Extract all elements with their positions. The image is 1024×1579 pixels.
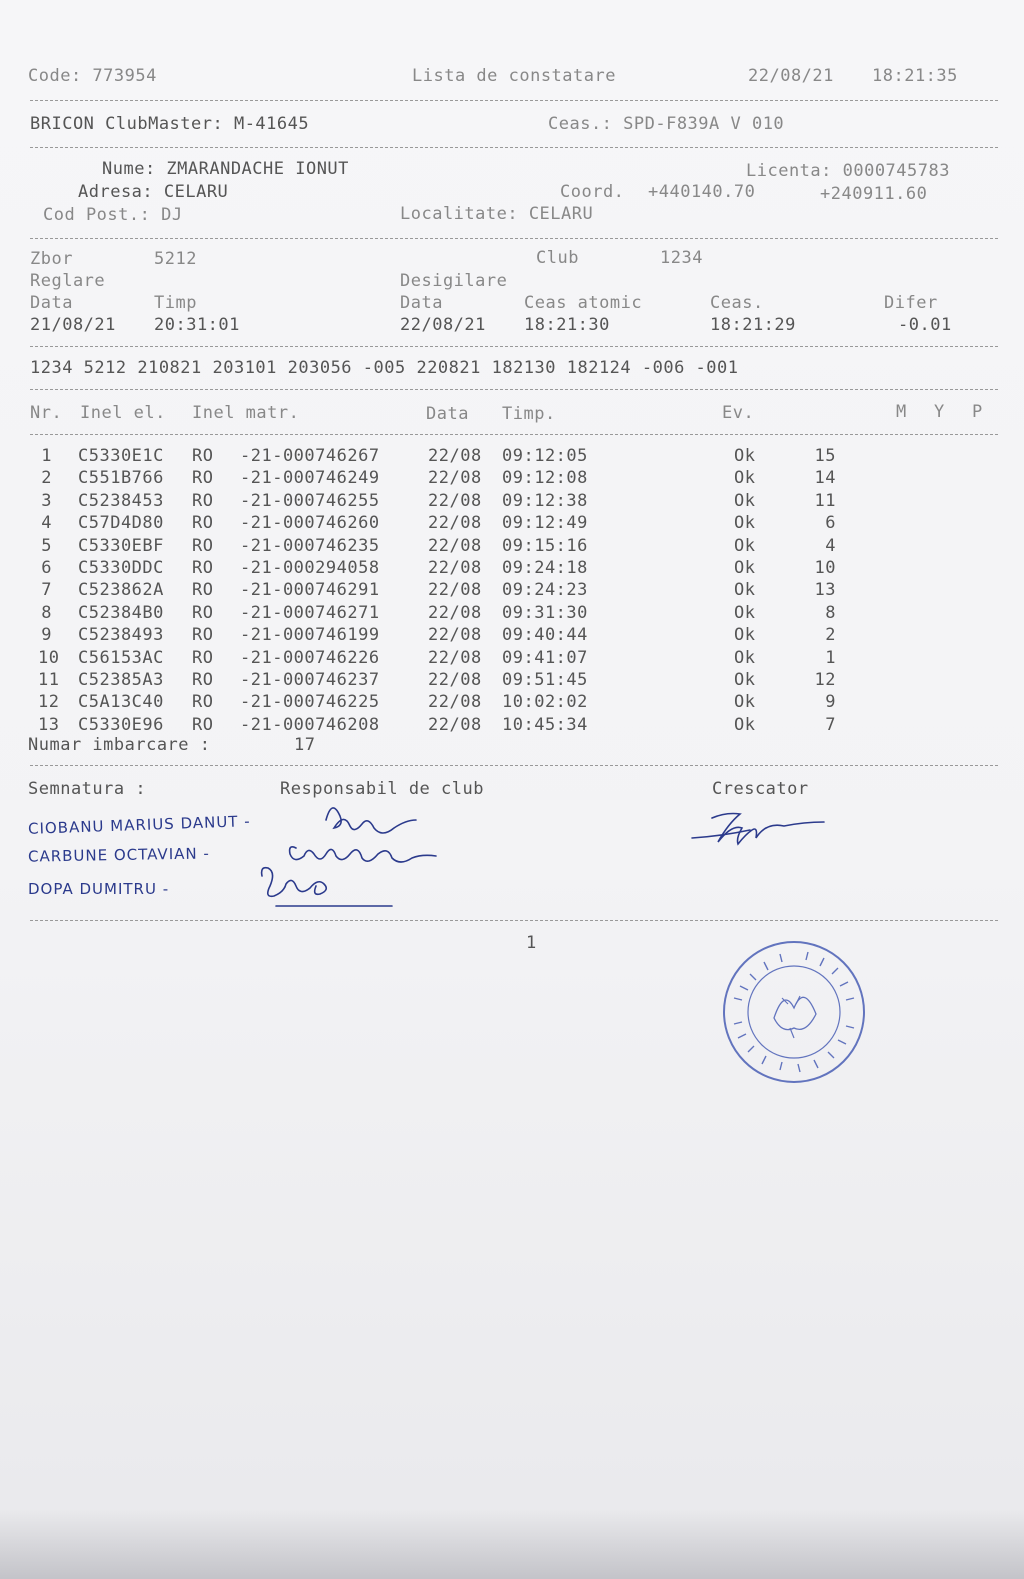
handwritten-name: CIOBANU MARIUS DANUT - [27,812,251,838]
cell-el: C551B766 [78,468,164,489]
cell-el: C523862A [78,580,164,601]
cell-matr: -21-000746226 [240,647,380,668]
cell-pos: 6 [825,513,836,534]
cell-date: 22/08 [428,625,482,646]
cell-pos: 4 [825,535,836,556]
cell-matr: -21-000746271 [240,602,380,623]
cell-date: 22/08 [428,602,482,623]
cell-matr: -21-000746267 [240,446,380,466]
cell-date: 22/08 [428,692,482,713]
table-row [0,603,1024,625]
cell-ev: Ok [734,490,756,511]
cell-ev: Ok [734,647,756,668]
cell-time: 09:24:18 [502,558,588,578]
cell-ev: Ok [734,446,756,466]
owner-address: Adresa: CELARU [78,182,229,202]
cell-pos: 2 [825,625,836,646]
table-row [0,446,1024,468]
cell-pos: 14 [814,468,836,489]
cell-pos: 11 [814,490,836,511]
cell-nr: 12 [38,692,60,713]
cell-pos: 12 [814,670,836,690]
col-nr: Nr. [30,403,63,423]
cell-ev: Ok [734,580,756,601]
cell-date: 22/08 [428,535,482,556]
cell-pos: 1 [825,647,836,668]
cell-country: RO [192,670,214,690]
cell-nr: 4 [41,513,52,534]
col-y: Y [934,402,945,422]
cell-el: C52385A3 [78,670,164,690]
cell-country: RO [192,580,214,601]
divider [30,920,998,921]
table-row [0,648,1024,670]
cell-pos: 15 [814,446,836,466]
cell-date: 22/08 [428,513,482,534]
cell-time: 09:12:38 [502,490,588,511]
print-date: 22/08/21 [748,66,834,86]
paper-shadow [0,1509,1024,1579]
license: Licenta: 0000745783 [746,161,950,181]
cell-pos: 7 [825,714,836,735]
club-value: 1234 [660,248,703,268]
cell-country: RO [192,535,214,556]
clock-id: Ceas.: SPD-F839A V 010 [548,114,785,134]
cell-time: 09:24:23 [502,580,588,601]
cell-nr: 1 [41,446,52,466]
divider [30,346,998,347]
cell-time: 09:12:49 [502,513,588,534]
cell-el: C5A13C40 [78,692,164,713]
cell-el: C56153AC [78,647,164,668]
table-row [0,558,1024,580]
cell-nr: 11 [38,670,60,690]
cell-nr: 10 [38,647,60,668]
handwritten-name: CARBUNE OCTAVIAN - [27,844,210,866]
cell-el: C57D4D80 [78,513,164,534]
clock-time: 18:21:29 [710,315,796,335]
handwritten-signatures [0,790,1024,930]
cell-time: 09:31:30 [502,602,588,623]
cell-date: 22/08 [428,670,482,690]
cell-ev: Ok [734,535,756,556]
reglare-time: 20:31:01 [154,315,240,335]
zbor-value: 5212 [154,249,197,269]
cell-el: C5330EBF [78,535,164,556]
divider [30,238,998,239]
cell-el: C5238453 [78,490,164,511]
cell-nr: 13 [38,714,60,735]
coord-label: Coord. [560,182,625,202]
cell-pos: 8 [825,602,836,623]
cell-nr: 7 [41,580,52,601]
col-data: Data [426,404,469,424]
divider [30,389,998,390]
cell-date: 22/08 [428,490,482,511]
cell-country: RO [192,446,214,466]
divider [30,147,998,148]
difer-label: Difer [884,293,938,313]
document-title: Lista de constatare [412,66,616,86]
cell-country: RO [192,692,214,713]
data-label: Data [30,293,73,313]
desigilare-date: 22/08/21 [400,315,486,335]
coord-lon: +240911.60 [820,184,928,204]
cell-el: C52384B0 [78,602,164,623]
page-number: 1 [526,933,537,953]
cell-matr: -21-000746249 [240,468,380,489]
cell-time: 09:15:16 [502,535,588,556]
desigilare-label: Desigilare [400,271,508,291]
cell-ev: Ok [734,625,756,646]
cell-pos: 10 [814,558,836,578]
cell-nr: 8 [41,602,52,623]
cell-nr: 5 [41,535,52,556]
embark-value: 17 [294,735,316,755]
col-ev: Ev. [722,403,755,423]
cell-country: RO [192,602,214,623]
zbor-label: Zbor [30,249,73,269]
club-label: Club [536,248,579,268]
data-label: Data [400,293,443,313]
cell-matr: -21-000746235 [240,535,380,556]
cell-ev: Ok [734,513,756,534]
cell-country: RO [192,558,214,578]
club-responsible-label: Responsabil de club [280,779,484,799]
table-row [0,580,1024,602]
cell-pos: 9 [825,692,836,713]
cell-date: 22/08 [428,558,482,578]
ceas-label: Ceas. [710,293,764,313]
cell-matr: -21-000746208 [240,714,380,735]
cell-date: 22/08 [428,714,482,735]
cell-country: RO [192,513,214,534]
cell-ev: Ok [734,714,756,735]
cell-time: 09:12:08 [502,468,588,489]
code-line: 1234 5212 210821 203101 203056 -005 220821 182130 182124 -006 -001 [30,358,739,378]
col-inel-matr: Inel matr. [192,403,300,423]
cell-matr: -21-000746255 [240,490,380,511]
cell-date: 22/08 [428,580,482,601]
cell-nr: 3 [41,490,52,511]
cell-nr: 9 [41,625,52,646]
cell-country: RO [192,647,214,668]
association-stamp [720,938,868,1086]
cell-ev: Ok [734,670,756,690]
cell-pos: 13 [814,580,836,601]
cell-matr: -21-000746237 [240,670,380,690]
table-row [0,625,1024,647]
table-row [0,491,1024,513]
reglare-label: Reglare [30,271,106,291]
col-timp: Timp. [502,404,556,424]
cell-time: 10:45:34 [502,714,588,735]
cell-ev: Ok [734,692,756,713]
cell-ev: Ok [734,602,756,623]
cell-ev: Ok [734,468,756,489]
cell-nr: 6 [41,558,52,578]
table-row [0,670,1024,692]
cell-matr: -21-000746260 [240,513,380,534]
cell-time: 10:02:02 [502,692,588,713]
ceas-atomic-label: Ceas atomic [524,293,643,313]
cell-country: RO [192,490,214,511]
cell-date: 22/08 [428,468,482,489]
device-model: BRICON ClubMaster: M-41645 [30,114,310,134]
print-time: 18:21:35 [872,66,958,86]
cell-time: 09:41:07 [502,647,588,668]
atomic-clock-time: 18:21:30 [524,315,610,335]
locality: Localitate: CELARU [400,204,594,224]
cell-el: C5330E96 [78,714,164,735]
cell-matr: -21-000746291 [240,580,380,601]
cell-time: 09:40:44 [502,625,588,646]
cell-country: RO [192,468,214,489]
timp-label: Timp [154,293,197,313]
table-row [0,715,1024,737]
divider [30,100,998,101]
cell-nr: 2 [41,468,52,489]
cell-ev: Ok [734,558,756,578]
divider [30,434,998,435]
cell-time: 09:12:05 [502,446,588,466]
cell-date: 22/08 [428,647,482,668]
signature-label: Semnatura : [28,779,147,799]
cell-date: 22/08 [428,446,482,466]
table-row [0,692,1024,714]
handwritten-name: DOPA DUMITRU - [28,880,170,898]
col-m: M [896,402,907,422]
col-inel-el: Inel el. [80,403,166,423]
cell-matr: -21-000294058 [240,558,380,578]
cell-matr: -21-000746199 [240,625,380,646]
coord-lat: +440140.70 [648,182,756,202]
owner-name: Nume: ZMARANDACHE IONUT [102,159,349,179]
table-row [0,513,1024,535]
breeder-label: Crescator [712,779,809,799]
table-row [0,468,1024,490]
reglare-date: 21/08/21 [30,315,116,335]
cell-matr: -21-000746225 [240,692,380,713]
cell-el: C5330E1C [78,446,164,466]
cell-time: 09:51:45 [502,670,588,690]
cell-country: RO [192,714,214,735]
table-row [0,536,1024,558]
postal-code: Cod Post.: DJ [43,205,183,225]
divider [30,765,998,766]
code-label: Code: 773954 [28,66,157,86]
cell-country: RO [192,625,214,646]
embark-label: Numar imbarcare : [28,735,211,755]
col-p: P [972,402,983,422]
cell-el: C5238493 [78,625,164,646]
difer-value: -0.01 [898,315,952,335]
cell-el: C5330DDC [78,558,164,578]
